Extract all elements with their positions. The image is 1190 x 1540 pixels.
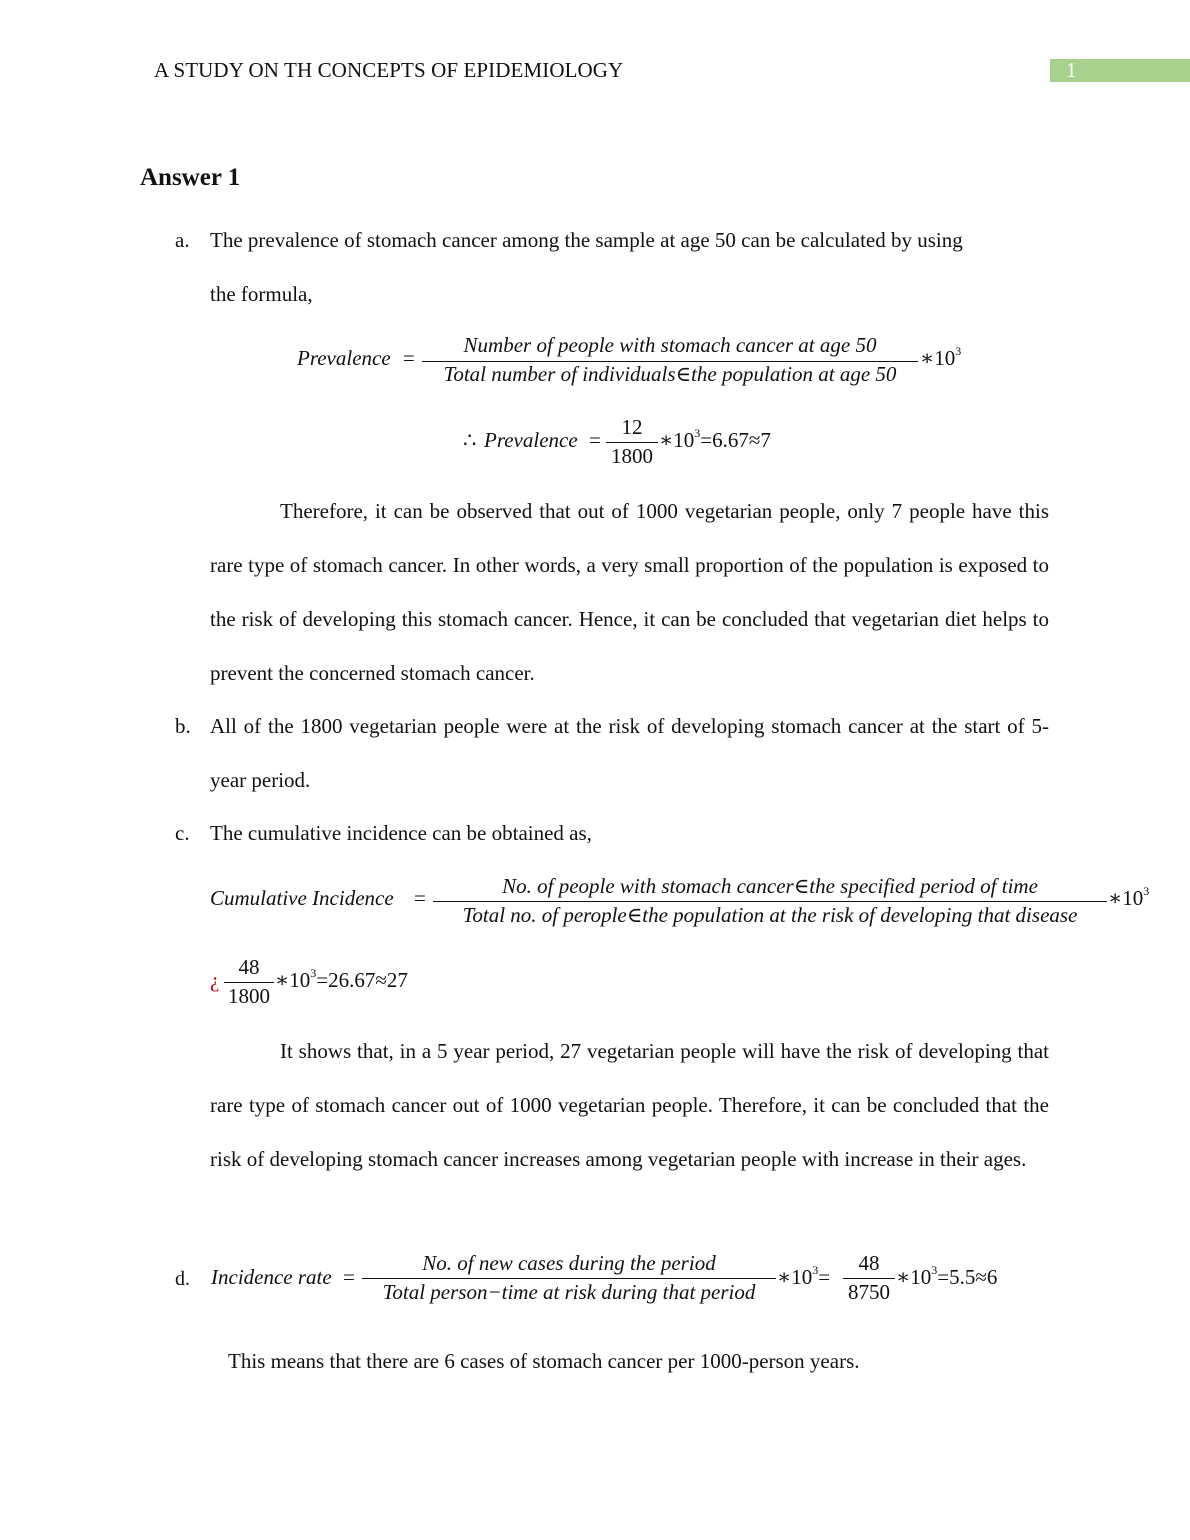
inverted-question-mark: ¿ <box>210 968 220 992</box>
prevalence-lhs: Prevalence <box>297 346 391 370</box>
equals-sign: = <box>403 346 415 370</box>
item-c-intro: The cumulative incidence can be obtained as, <box>210 821 592 845</box>
times-ten <box>920 346 961 371</box>
fraction-bar <box>224 982 274 983</box>
prevalence-numerator: Number of people with stomach cancer at age 50 <box>463 333 877 357</box>
equals-sign: = <box>414 886 426 910</box>
denominator-2: 8750 <box>848 1280 890 1304</box>
cumulative-numerator: No. of people with stomach cancer∈the specified period of time <box>502 874 1038 898</box>
fraction-bar-2 <box>843 1278 895 1279</box>
item-a-text <box>210 213 1049 321</box>
exponent: 3 <box>931 1263 938 1277</box>
item-a-line1: The prevalence of stomach cancer among the sample at age 50 can be calculated by using <box>210 228 963 252</box>
equals-sign: = <box>589 428 601 452</box>
prevalence-denominator: Total number of individuals∈the population at age 50 <box>443 362 897 386</box>
fraction-bar <box>433 901 1107 902</box>
times-ten-base: ∗10 <box>920 346 956 370</box>
times-ten-base: ∗10 <box>777 1265 813 1289</box>
equals-sign: = <box>343 1265 355 1289</box>
times-ten-result <box>896 1265 997 1290</box>
exponent: 3 <box>1143 884 1150 898</box>
therefore-symbol: ∴ <box>463 428 477 452</box>
list-marker-d: d. <box>175 1268 190 1290</box>
numerator: 48 <box>238 955 260 979</box>
times-ten-base: ∗10 <box>659 428 695 452</box>
incidence-conclusion: This means that there are 6 cases of stomach cancer per 1000-person years. <box>228 1349 860 1373</box>
prevalence-lhs: Prevalence <box>484 428 578 452</box>
equals-sign-2: = <box>818 1265 831 1289</box>
denominator: 1800 <box>611 444 653 468</box>
times-ten <box>1108 886 1149 911</box>
item-a-line2: the formula, <box>210 282 313 306</box>
result: =26.67≈27 <box>316 968 408 992</box>
exponent: 3 <box>955 344 962 358</box>
times-ten-base: ∗10 <box>896 1265 932 1289</box>
section-heading: Answer 1 <box>140 164 241 191</box>
denominator: 1800 <box>228 984 270 1008</box>
numerator: 12 <box>621 415 643 439</box>
numerator-2: 48 <box>858 1251 880 1275</box>
times-ten-base: ∗10 <box>275 968 311 992</box>
result: =6.67≈7 <box>700 428 771 452</box>
list-marker-a: a. <box>175 228 190 252</box>
exponent: 3 <box>310 966 317 980</box>
incidence-denominator: Total person−time at risk during that period <box>382 1280 756 1304</box>
cumulative-denominator: Total no. of perople∈the population at the risk of developing that disease <box>462 903 1078 927</box>
list-marker-b: b. <box>175 714 191 738</box>
item-a-explanation-text: Therefore, it can be observed that out of 1000 vegetarian people, only 7 people have this rare type of stomach cancer. In other words, a very small proportion of the population is exposed to the risk of developing this stomach cancer. Hence, it can be concluded that vegetarian diet helps to prevent the concerned stomach cancer. <box>210 499 1049 685</box>
item-c-explanation-text: It shows that, in a 5 year period, 27 vegetarian people will have the risk of developing that rare type of stomach cancer out of 1000 vegetarian people. Therefore, it can be concluded that the risk of developing stomach cancer increases among vegetarian people with increase in their ages. <box>210 1039 1049 1171</box>
fraction-bar <box>606 442 658 443</box>
result: =5.5≈6 <box>937 1265 998 1289</box>
times-ten <box>777 1265 830 1290</box>
times-ten-result <box>275 968 408 993</box>
list-marker-c: c. <box>175 821 190 845</box>
exponent: 3 <box>694 426 701 440</box>
fraction-bar <box>362 1278 776 1279</box>
page-number: 1 <box>1066 58 1077 82</box>
incidence-numerator: No. of new cases during the period <box>422 1251 716 1275</box>
item-b-text: All of the 1800 vegetarian people were at the risk of developing stomach cancer at the start of 5-year period. <box>210 714 1049 792</box>
exponent: 3 <box>812 1263 819 1277</box>
cumulative-incidence-lhs: Cumulative Incidence <box>210 886 394 910</box>
item-c-explanation <box>210 1024 1049 1186</box>
item-a-explanation <box>210 484 1049 700</box>
times-ten-base: ∗10 <box>1108 886 1144 910</box>
incidence-rate-lhs: Incidence rate <box>211 1265 332 1289</box>
running-header-title: A STUDY ON TH CONCEPTS OF EPIDEMIOLOGY <box>154 58 624 82</box>
times-ten-result <box>659 428 771 453</box>
